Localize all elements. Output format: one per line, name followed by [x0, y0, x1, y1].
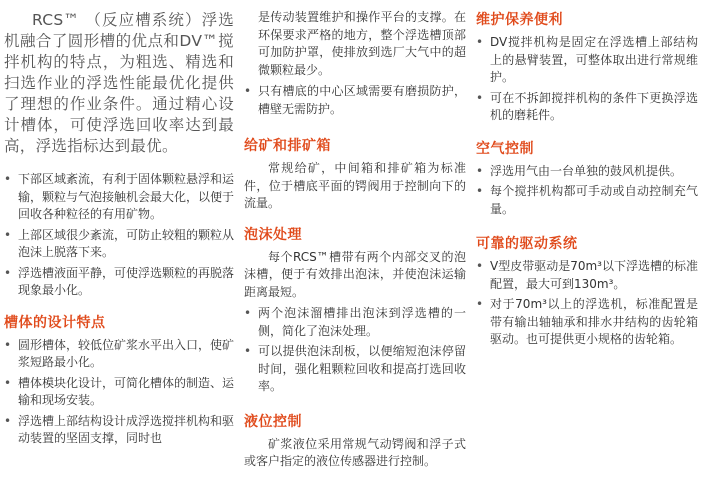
column-middle — [244, 0, 466, 471]
list-item: • 对于70m³以上的浮选机，标准配置是带有输出轴轴承和排水井结构的齿轮箱驱动。也可提供更小规格的齿轮箱。 — [476, 297, 698, 346]
bullet-icon: • — [244, 84, 252, 98]
section-title-drive-system: 可靠的驱动系统 — [476, 236, 578, 252]
tank-design-bullet-list — [4, 337, 234, 448]
bullet-icon: • — [476, 90, 484, 105]
intro-bullet-list — [4, 171, 234, 300]
bullet-icon: • — [476, 259, 484, 273]
feed-paragraph: 常规给矿，中间箱和排矿箱为标准件，位于槽底平面的锷阀用于控制向下的流量。 — [244, 161, 466, 210]
list-item: • 浮选用气由一台单独的鼓风机提供。 — [476, 163, 698, 181]
continued-paragraph: 是传动装置维护和操作平台的支撑。在环保要求严格的地方，整个浮选槽顶部可加防护罩，使排放到选厂大气中的超微颗粒最少。 — [258, 10, 466, 77]
section-title-maintenance: 维护保养便利 — [476, 12, 563, 28]
bullet-icon: • — [4, 413, 12, 428]
bullet-icon: • — [4, 375, 12, 390]
section-title-tank-design: 槽体的设计特点 — [4, 314, 106, 331]
list-item: • 可在不拆卸搅拌机构的条件下更换浮选机的磨耗件。 — [476, 90, 698, 122]
bullet-icon: • — [4, 227, 12, 242]
bullet-icon: • — [4, 337, 12, 352]
section-title-level-control: 液位控制 — [244, 413, 302, 430]
list-item: • 只有槽底的中心区域需要有磨损防护，槽壁无需防护。 — [244, 84, 466, 116]
list-item: • 每个搅拌机构都可手动或自动控制充气量。 — [476, 184, 698, 216]
level-paragraph: 矿浆液位采用常规气动锷阀和浮子式或客户指定的液位传感器进行控制。 — [244, 436, 466, 468]
bullet-icon: • — [4, 265, 12, 280]
bullet-icon: • — [244, 344, 252, 358]
list-item: • 槽体模块化设计，可简化槽体的制造、运输和现场安装。 — [4, 375, 235, 407]
bullet-icon: • — [476, 297, 484, 311]
list-item: • DV搅拌机构是固定在浮选槽上部结构上的悬臂装置，可整体取出进行常规维护。 — [476, 35, 698, 84]
list-item: • 圆形槽体，较低位矿浆水平出入口，使矿浆短路最小化。 — [4, 337, 235, 369]
list-item: • V型皮带驱动是70m³以下浮选槽的标准配置，最大可到130m³。 — [476, 259, 698, 291]
section-title-air-control: 空气控制 — [476, 140, 534, 157]
section-title-froth: 泡沫处理 — [244, 226, 302, 243]
bullet-icon: • — [4, 172, 12, 186]
drive-system-bullet-list — [476, 258, 698, 349]
list-item: • 浮选槽液面平静，可使浮选颗粒的再脱落现象最小化。 — [4, 265, 235, 297]
bullet-icon: • — [476, 184, 484, 198]
section-title-feed-discharge: 给矿和排矿箱 — [244, 138, 331, 154]
intro-paragraph: RCS™ （反应槽系统）浮选机融合了圆形槽的优点和DV™搅拌机构的特点，为粗选、精选和扫选作业的浮选性能最优化提供了理想的作业条件。通过精心设计槽体，可使浮选回收率达到最高，浮选指标达到最优。 — [4, 11, 234, 155]
bullet-icon: • — [476, 35, 484, 49]
column-right — [476, 0, 698, 352]
air-control-bullet-list — [476, 163, 698, 219]
froth-paragraph: 每个RCS™槽带有两个内部交叉的泡沫槽，便于有效排出泡沫，并使泡沫运输距离最短。 — [244, 249, 466, 299]
maintenance-bullet-list — [476, 34, 698, 125]
bullet-icon: • — [244, 306, 252, 320]
list-item: • 下部区域紊流，有利于固体颗粒悬浮和运输，颗粒与气泡接触机会最大化，以便于回收各种粒径的有用矿物。 — [4, 172, 235, 221]
list-item: • 上部区域很少紊流，可防止较粗的颗粒从泡沫上脱落下来。 — [4, 227, 235, 259]
column-left — [4, 0, 234, 451]
bullet-icon: • — [476, 163, 484, 178]
list-item: • 两个泡沫溜槽排出泡沫到浮选槽的一侧，简化了泡沫处理。 — [244, 306, 466, 338]
list-item: • 可以提供泡沫刮板，以便缩短泡沫停留时间，强化粗颗粒回收和提高打选回收率。 — [244, 344, 466, 393]
continued-bullet-list — [244, 83, 466, 118]
list-item: • 浮选槽上部结构设计成浮选搅拌机构和驱动装置的坚固支撑，同时也 — [4, 413, 235, 445]
froth-bullet-list — [244, 305, 466, 396]
